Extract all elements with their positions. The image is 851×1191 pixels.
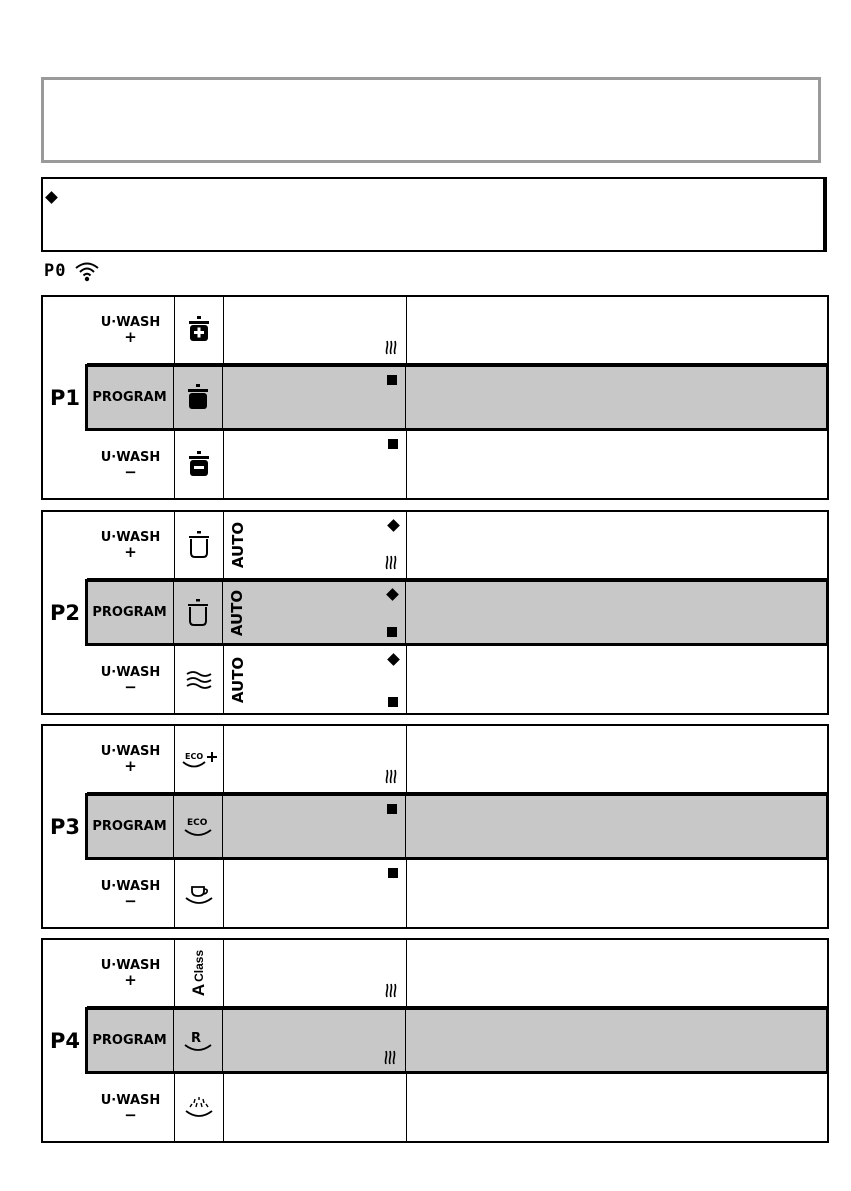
svg-text:ECO: ECO	[185, 752, 204, 761]
pot-outline-icon	[185, 598, 211, 628]
row-label: PROGRAM	[92, 389, 167, 405]
row-label: U·WASH	[100, 1092, 161, 1108]
flame-icon	[384, 339, 398, 355]
table-row: U·WASH + AUTO	[87, 512, 827, 579]
group-label: P4	[49, 1028, 80, 1053]
pot-outline-icon	[186, 530, 212, 560]
p0-row	[44, 260, 100, 282]
square-indicator-icon	[387, 627, 397, 637]
flame-icon	[384, 982, 398, 998]
program-group-p1	[41, 295, 829, 500]
cup-icon	[183, 881, 215, 907]
p0-label: P0	[44, 261, 67, 281]
eco-icon	[181, 814, 215, 840]
table-row: U·WASH − AUTO	[87, 646, 827, 713]
program-group-p3	[41, 724, 829, 929]
group-label: P3	[49, 814, 80, 839]
auto-label: AUTO	[228, 589, 246, 636]
wifi-icon	[74, 260, 100, 282]
row-label: U·WASH	[100, 449, 161, 465]
row-label: PROGRAM	[92, 1032, 167, 1048]
svg-text:ECO: ECO	[187, 817, 208, 828]
auto-label: AUTO	[229, 521, 247, 569]
flame-icon	[384, 554, 398, 570]
row-label: PROGRAM	[92, 818, 167, 834]
square-indicator-icon	[388, 439, 398, 449]
flame-icon	[384, 768, 398, 784]
rinse-icon	[183, 1094, 215, 1122]
pot-minus-icon	[186, 450, 212, 480]
svg-text:R: R	[191, 1030, 202, 1046]
row-label: U·WASH	[100, 530, 161, 545]
diamond-indicator-icon	[387, 519, 400, 532]
table-row-highlighted	[85, 364, 829, 431]
row-label: PROGRAM	[92, 604, 167, 620]
row-label: U·WASH	[100, 664, 161, 680]
table-row: U·WASH + ECO	[87, 726, 827, 793]
group-label: P1	[49, 385, 80, 410]
table-row: U·WASH −	[87, 860, 827, 927]
waves-icon	[185, 668, 213, 692]
pot-filled-icon	[185, 383, 211, 413]
a-class-icon: A Class	[189, 949, 208, 997]
square-indicator-icon	[388, 697, 398, 707]
row-label: U·WASH	[100, 958, 161, 973]
square-indicator-icon	[387, 804, 397, 814]
pot-plus-icon	[186, 315, 212, 345]
square-indicator-icon	[387, 375, 397, 385]
table-row-highlighted	[85, 579, 829, 646]
table-row: U·WASH +	[87, 297, 827, 364]
auto-label: AUTO	[229, 656, 247, 703]
diamond-indicator-icon	[387, 653, 400, 666]
diamond-bullet-icon	[45, 191, 58, 204]
table-row-highlighted	[85, 1007, 829, 1074]
header-box	[41, 77, 821, 163]
rapid-icon	[182, 1028, 214, 1054]
table-row: U·WASH + A Class	[87, 940, 827, 1007]
flame-icon	[383, 1049, 397, 1065]
program-group-p2	[41, 510, 829, 715]
row-label: U·WASH	[100, 878, 161, 894]
eco-plus-icon	[179, 747, 219, 771]
program-group-p4	[41, 938, 829, 1143]
diamond-indicator-icon	[386, 588, 399, 601]
note-box	[41, 177, 827, 252]
row-label: U·WASH	[100, 744, 161, 759]
table-row: U·WASH −	[87, 1074, 827, 1141]
row-label: U·WASH	[100, 315, 161, 330]
table-row-highlighted	[85, 793, 829, 860]
group-label: P2	[49, 600, 80, 625]
square-indicator-icon	[388, 868, 398, 878]
table-row: U·WASH −	[87, 431, 827, 498]
